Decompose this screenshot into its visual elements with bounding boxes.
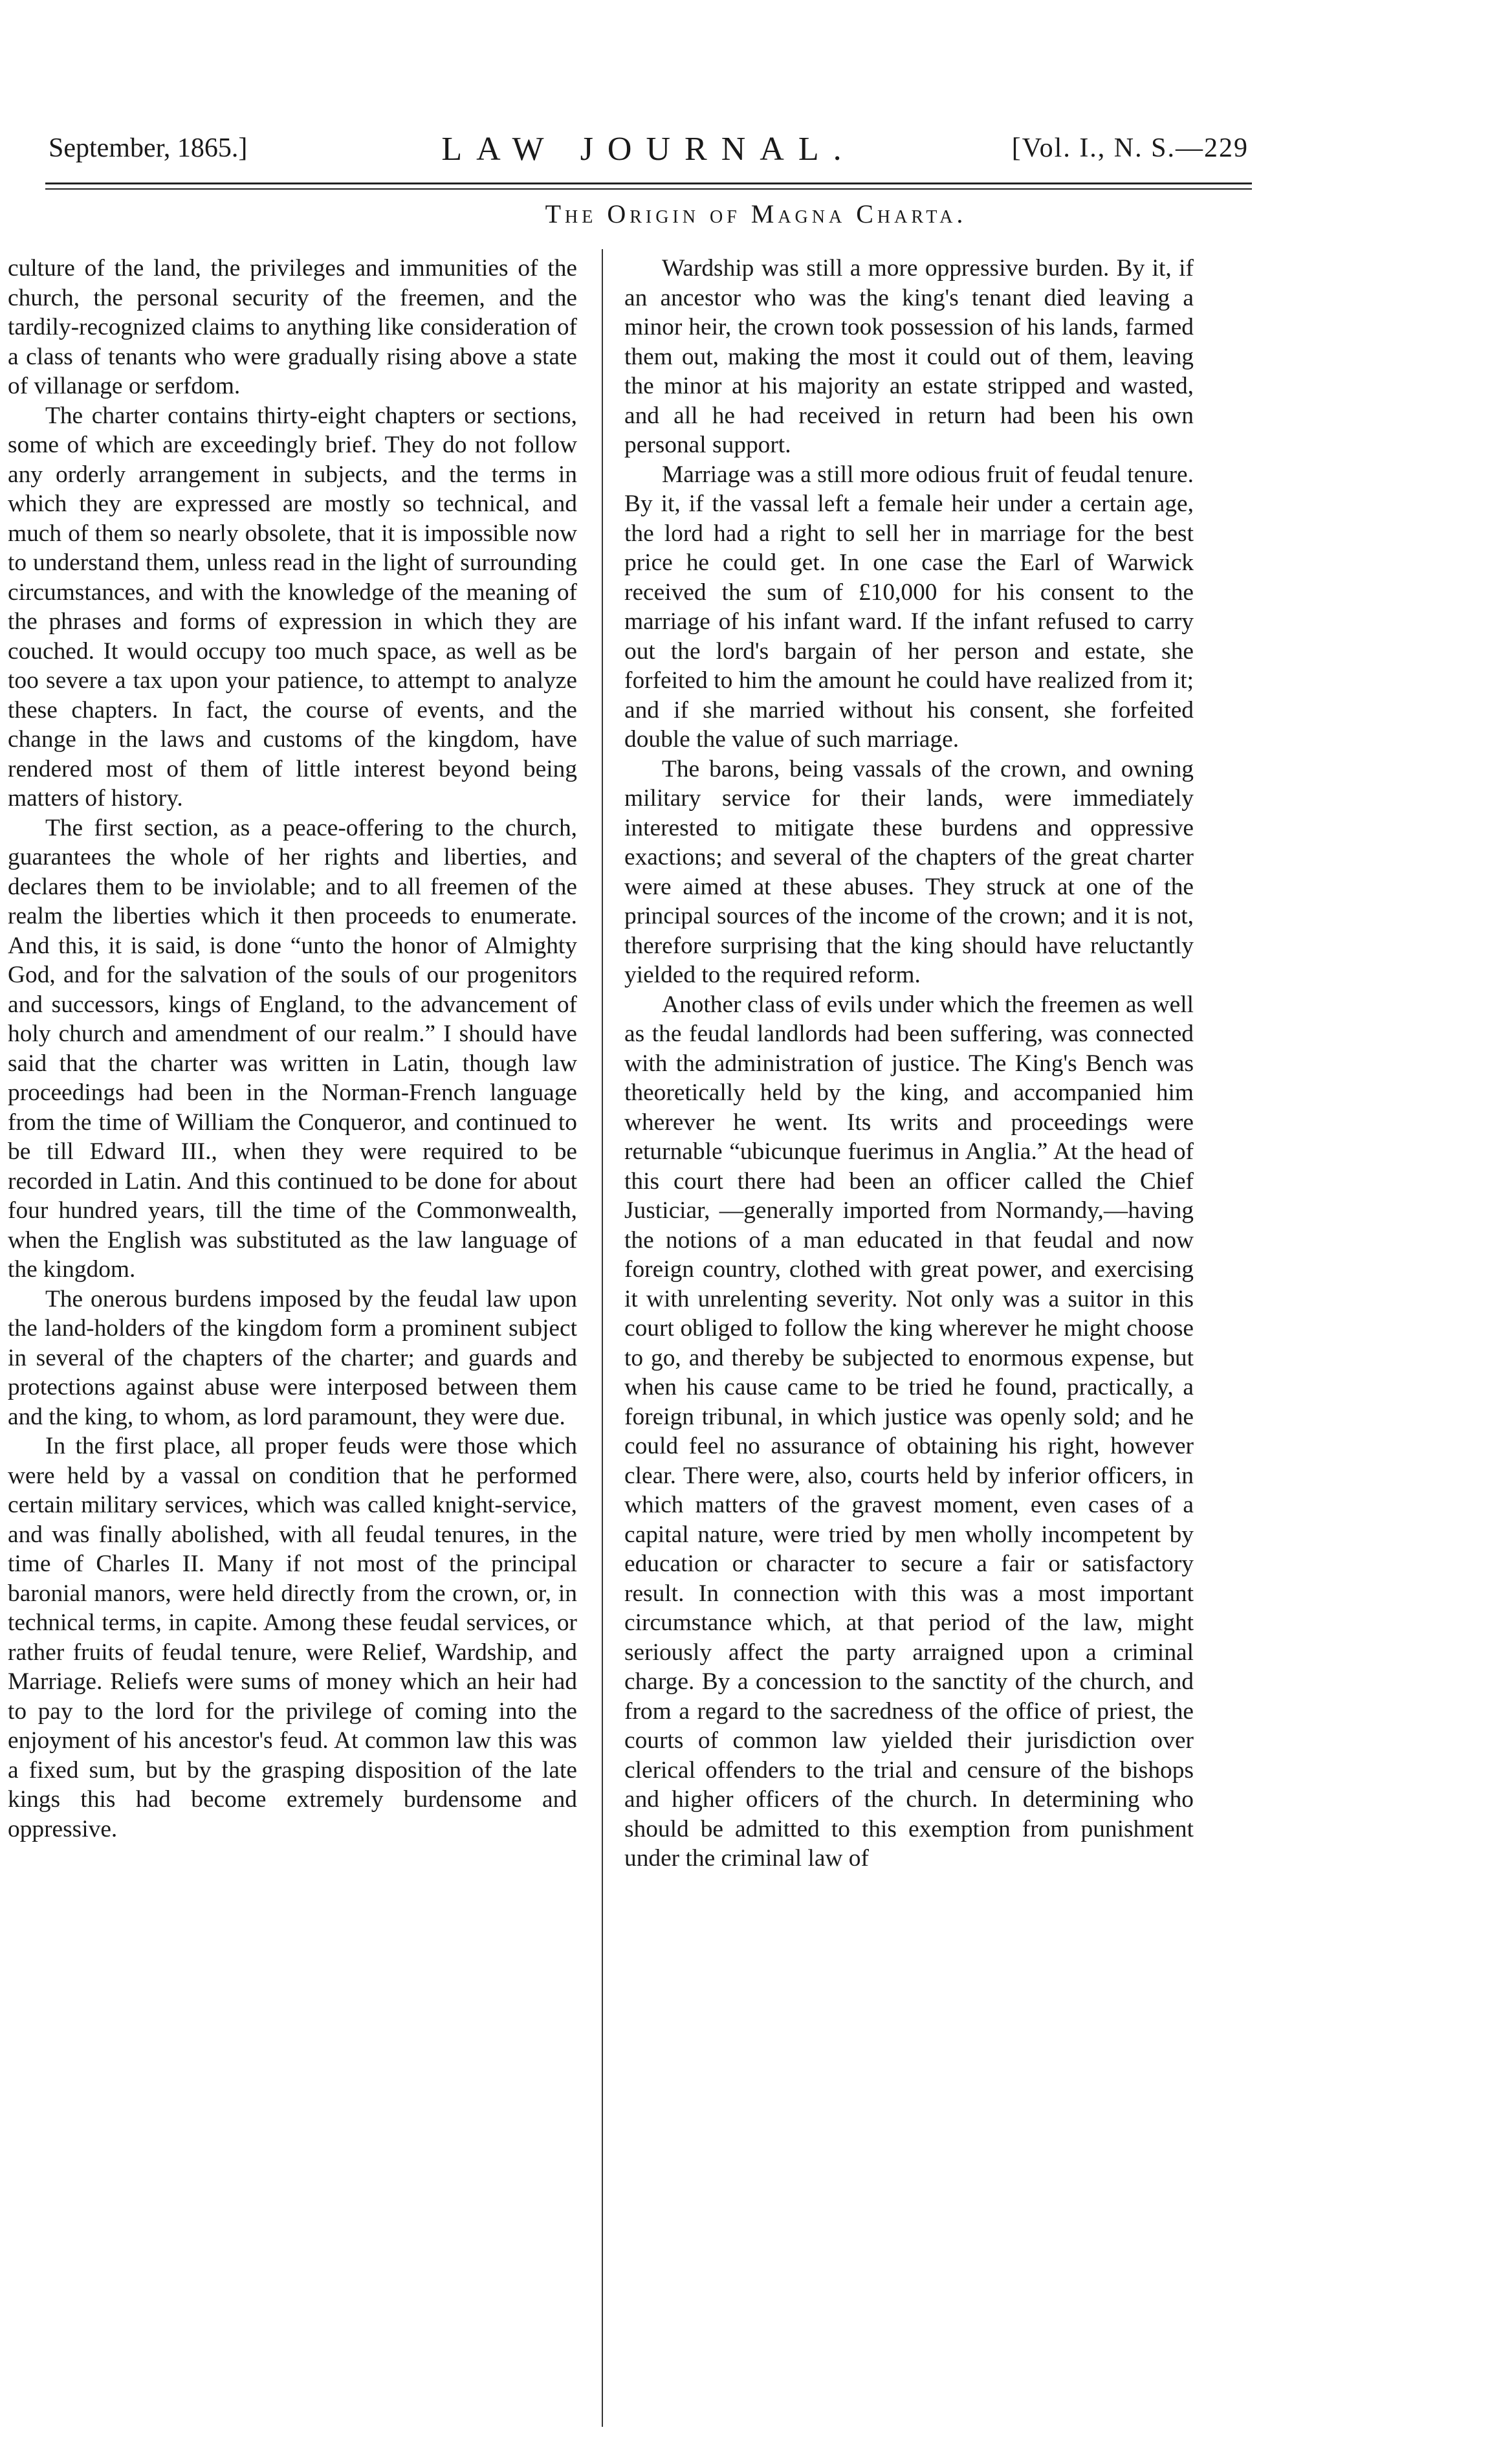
paragraph: culture of the land, the privileges and immunities of the church, the personal security of the freemen, and the tardily-recognized claims to anything like consideration of a class of tenants who were gradually rising above a state of villanage or serfdom.	[8, 255, 577, 399]
volume-page-number: [Vol. I., N. S.—229	[1011, 133, 1249, 163]
paragraph: The charter contains thirty-eight chapters or sections, some of which are exceedingly brief. They do not follow any orderly arrangement in subjects, and the terms in which they are expressed are mostly so technical, and much of them so nearly obsolete, that it is impossible now to understand them, unless read in the light of surrounding circumstances, and with the knowledge of the meaning of the phrases and forms of expression in which they are couched. It would occupy too much space, as well as be too severe a tax upon your patience, to attempt to analyze these chapters. In fact, the course of events, and the change in the laws and customs of the kingdom, have rendered most of them of little interest beyond being matters of history.	[8, 402, 577, 812]
paragraph: The first section, as a peace-offering to the church, guarantees the whole of her rights and liberties, and declares them to be inviolable; and to all freemen of the realm the liberties which it then proceeds to enumerate. And this, it is said, is done “unto the honor of Almighty God, and for the salvation of the souls of our progenitors and successors, kings of England, to the advancement of holy church and amendment of our realm.” I should have said that the charter was written in Latin, though law proceedings had been in the Norman-French language from the time of William the Conqueror, and continued to be till Edward III., when they were required to be recorded in Latin. And this continued to be done for about four hundred years, till the time of the Commonwealth, when the English was substituted as the law language of the kingdom.	[8, 814, 577, 1283]
paragraph: The onerous burdens imposed by the feudal law upon the land-holders of the kingdom form a prominent subject in several of the chapters of the charter; and guards and protections against abuse were interposed between them and the king, to whom, as lord paramount, they were due.	[8, 1285, 577, 1430]
header-rule-top	[45, 182, 1252, 184]
right-column	[624, 254, 1194, 2412]
paragraph: Marriage was a still more odious fruit of feudal tenure. By it, if the vassal left a female heir under a certain age, the lord had a right to sell her in marriage for the best price he could get. In one case the Earl of Warwick received the sum of £10,000 for his consent to the marriage of his infant ward. If the infant refused to carry out the lord's bargain of her person and estate, she forfeited to him the amount he could have realized from it; and if she married without his consent, she forfeited double the value of such marriage.	[624, 461, 1194, 753]
paragraph: The barons, being vassals of the crown, and owning military service for their lands, were immediately interested to mitigate these burdens and oppressive exactions; and several of the chapters of the great charter were aimed at these abuses. They struck at one of the principal sources of the income of the crown; and it is not, therefore surprising that the king should have reluctantly yielded to the required reform.	[624, 755, 1194, 988]
paragraph: Wardship was still a more oppressive burden. By it, if an ancestor who was the king's tenant died leaving a minor heir, the crown took possession of his lands, farmed them out, making the most it could out of them, leaving the minor at his majority an estate stripped and wasted, and all he had received in return had been his own personal support.	[624, 255, 1194, 458]
left-column	[8, 254, 577, 2412]
paragraph: In the first place, all proper feuds were those which were held by a vassal on condition that he performed certain military services, which was called knight-service, and was finally abolished, with all feudal tenures, in the time of Charles II. Many if not most of the principal baronial manors, were held directly from the crown, or, in technical terms, in capite. Among these feudal services, or rather fruits of feudal tenure, were Relief, Wardship, and Marriage. Reliefs were sums of money which an heir had to pay to the lord for the privilege of coming into the enjoyment of his ancestor's feud. At common law this was a fixed sum, but by the grasping disposition of the late kings this had become extremely burdensome and oppressive.	[8, 1433, 577, 1842]
paragraph: Another class of evils under which the freemen as well as the feudal landlords had been suffering, was connected with the administration of justice. The King's Bench was theoretically held by the king, and accompanied him wherever he went. Its writs and proceedings were returnable “ubicunque fuerimus in Anglia.” At the head of this court there had been an officer called the Chief Justiciar, —generally imported from Normandy,—having the notions of a man educated in that feudal and now foreign country, clothed with great power, and exercising it with unrelenting severity. Not only was a suitor in this court obliged to follow the king wherever he might choose to go, and thereby be subjected to enormous expense, but when his cause came to be tried he found, practically, a foreign tribunal, in which justice was openly sold; and he could feel no assurance of obtaining his right, however clear. There were, also, courts held by inferior officers, in which matters of the gravest moment, even cases of a capital nature, were tried by men wholly incompetent by education or character to secure a fair or satisfactory result. In connection with this was a most important circumstance which, at that period of the law, might seriously affect the party arraigned upon a criminal charge. By a concession to the sanctity of the church, and from a regard to the sacredness of the office of priest, the courts of common law yielded their jurisdiction over clerical offenders to the trial and censure of the bishops and higher officers of the church. In determining who should be admitted to this exemption from punishment under the criminal law of	[624, 991, 1194, 1872]
running-head-date: September, 1865.]	[49, 133, 248, 163]
column-divider	[602, 249, 603, 2427]
article-title: The Origin of Magna Charta.	[545, 199, 967, 228]
running-head	[49, 133, 1249, 178]
journal-name: LAW JOURNAL.	[441, 131, 856, 168]
header-rule-bottom	[45, 188, 1252, 190]
